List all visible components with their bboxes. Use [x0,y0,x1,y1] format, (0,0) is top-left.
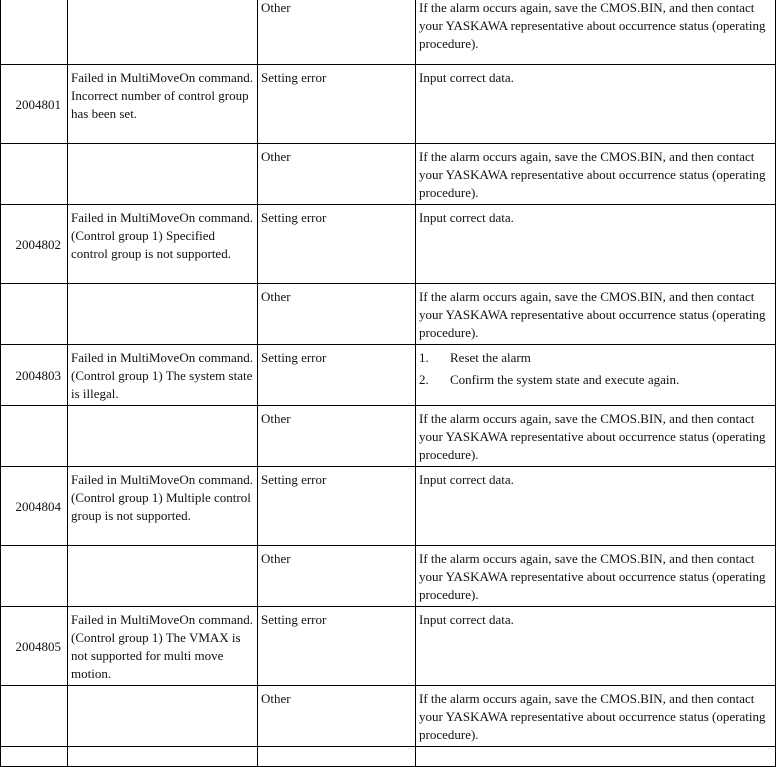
alarm-remedy: Input correct data. [416,65,776,144]
table-row [1,65,776,144]
alarm-description [68,686,258,747]
alarm-remedy: Input correct data. [416,205,776,284]
alarm-cause: Other [258,546,416,607]
alarm-remedy: If the alarm occurs again, save the CMOS.BIN, and then contact your YASKAWA representative about occurrence status (operating procedure). [416,144,776,205]
alarm-remedy: If the alarm occurs again, save the CMOS.BIN, and then contact your YASKAWA representative about occurrence status (operating procedure). [416,406,776,467]
alarm-cause: Setting error [258,345,416,406]
alarm-cause: Other [258,0,416,65]
alarm-code [1,284,68,345]
table-cell [416,747,776,767]
alarm-description: Failed in MultiMoveOn command. (Control group 1) Specified control group is not supported. [68,205,258,284]
table-row [1,284,776,345]
alarm-remedy: If the alarm occurs again, save the CMOS.BIN, and then contact your YASKAWA representative about occurrence status (operating procedure). [416,546,776,607]
table-row [1,607,776,686]
table-row [1,406,776,467]
alarm-description: Failed in MultiMoveOn command. (Control group 1) The system state is illegal. [68,345,258,406]
alarm-remedy: Input correct data. [416,607,776,686]
alarm-code [1,144,68,205]
alarm-code [1,546,68,607]
alarm-remedy: If the alarm occurs again, save the CMOS.BIN, and then contact your YASKAWA representative about occurrence status (operating procedure). [416,284,776,345]
alarm-description [68,406,258,467]
alarm-cause: Setting error [258,607,416,686]
alarm-description: Failed in MultiMoveOn command. (Control group 1) Multiple control group is not supported. [68,467,258,546]
alarm-code: 2004801 [1,65,68,144]
alarm-code [1,406,68,467]
step-text: Reset the alarm [450,350,531,365]
alarm-remedy: Input correct data. [416,467,776,546]
alarm-remedy [416,345,776,406]
table-cell [68,747,258,767]
alarm-remedy: If the alarm occurs again, save the CMOS.BIN, and then contact your YASKAWA representative about occurrence status (operating procedure). [416,686,776,747]
alarm-cause: Setting error [258,205,416,284]
alarm-code: 2004805 [1,607,68,686]
table-cell [258,747,416,767]
alarm-cause: Setting error [258,65,416,144]
table-row [1,144,776,205]
alarm-description [68,284,258,345]
step-number: 1. [419,350,429,365]
alarm-code [1,686,68,747]
alarm-cause: Other [258,686,416,747]
remedy-step [419,349,772,367]
alarm-remedy: If the alarm occurs again, save the CMOS.BIN, and then contact your YASKAWA representative about occurrence status (operating procedure). [416,0,776,65]
alarm-cause: Other [258,406,416,467]
alarm-cause: Setting error [258,467,416,546]
table-row [1,546,776,607]
alarm-description [68,0,258,65]
table-row [1,467,776,546]
alarm-description: Failed in MultiMoveOn command. (Control group 1) The VMAX is not supported for multi move motion. [68,607,258,686]
table-row [1,345,776,406]
alarm-description [68,144,258,205]
table-row [1,747,776,767]
table-row [1,686,776,747]
alarm-code: 2004804 [1,467,68,546]
alarm-code [1,0,68,65]
table-cell [1,747,68,767]
alarm-cause: Other [258,144,416,205]
alarm-code: 2004803 [1,345,68,406]
table-row [1,205,776,284]
step-text: Confirm the system state and execute again. [450,372,680,387]
alarm-description [68,65,258,144]
alarm-description [68,546,258,607]
description-line: Failed in MultiMoveOn command. Incorrect number of control group has been set. [71,70,253,121]
remedy-steps [419,349,772,389]
table-row [1,0,776,65]
alarm-cause: Other [258,284,416,345]
remedy-step [419,371,772,389]
step-number: 2. [419,372,429,387]
alarm-code: 2004802 [1,205,68,284]
